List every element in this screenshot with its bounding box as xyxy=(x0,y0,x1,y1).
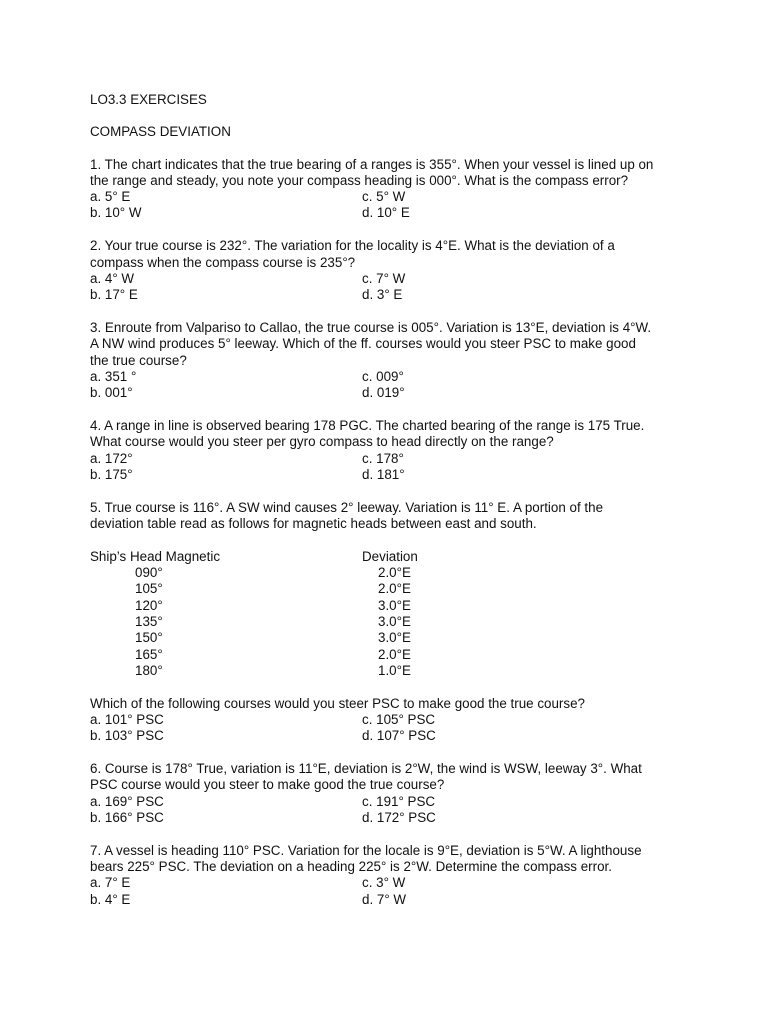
heading-cell: 180° xyxy=(135,662,163,678)
question-text-line: 2. Your true course is 232°. The variation for the locality is 4°E. What is the deviation of a xyxy=(90,238,615,254)
heading-cell: 150° xyxy=(135,630,163,646)
table-row xyxy=(90,647,690,663)
question-text-line: 3. Enroute from Valpariso to Callao, the true course is 005°. Variation is 13°E, deviation is 4°W. xyxy=(90,319,652,335)
question-6 xyxy=(90,761,690,826)
option-a: a. 169° PSC xyxy=(90,793,164,809)
table-row xyxy=(90,581,690,597)
question-text-line: the true course? xyxy=(90,352,187,368)
answer-options xyxy=(90,369,690,402)
deviation-cell: 2.0°E xyxy=(378,646,411,662)
question-2 xyxy=(90,238,690,303)
deviation-cell: 2.0°E xyxy=(378,581,411,597)
option-a: a. 5° E xyxy=(90,189,131,205)
option-c: c. 3° W xyxy=(362,875,406,891)
option-c: c. 191° PSC xyxy=(362,793,436,809)
question-text-line: deviation table read as follows for magnetic heads between east and south. xyxy=(90,515,537,531)
option-b: b. 17° E xyxy=(90,287,138,303)
option-d: d. 10° E xyxy=(362,205,410,221)
column-header-ships-head: Ship’s Head Magnetic xyxy=(90,548,221,564)
question-text-line: 6. Course is 178° True, variation is 11°E, deviation is 2°W, the wind is WSW, leeway 3°. What xyxy=(90,761,642,776)
column-header-deviation: Deviation xyxy=(362,548,418,564)
question-1 xyxy=(90,157,690,222)
question-text-line: A NW wind produces 5° leeway. Which of the ff. courses would you steer PSC to make good xyxy=(90,336,636,352)
option-b: b. 166° PSC xyxy=(90,809,164,825)
section-heading: COMPASS DEVIATION xyxy=(90,124,231,140)
table-row xyxy=(90,565,690,581)
table-row xyxy=(90,598,690,614)
option-c: c. 105° PSC xyxy=(362,711,436,727)
question-text-line: 7. A vessel is heading 110° PSC. Variation for the locale is 9°E, deviation is 5°W. A lighthouse xyxy=(90,842,642,858)
question-text-line: 5. True course is 116°. A SW wind causes 2° leeway. Variation is 11° E. A portion of the xyxy=(90,499,604,515)
option-a: a. 172° xyxy=(90,450,133,466)
option-d: d. 3° E xyxy=(362,287,403,303)
question-text-line: Which of the following courses would you steer PSC to make good the true course? xyxy=(90,695,585,711)
heading-cell: 135° xyxy=(135,613,163,629)
answer-options xyxy=(90,875,690,908)
deviation-cell: 3.0°E xyxy=(378,613,411,629)
question-text-line: bears 225° PSC. The deviation on a heading 225° is 2°W. Determine the compass error. xyxy=(90,858,612,874)
question-text-line: compass when the compass course is 235°? xyxy=(90,254,356,270)
heading-cell: 105° xyxy=(135,581,163,597)
option-a: a. 7° E xyxy=(90,875,131,891)
option-c: c. 5° W xyxy=(362,189,406,205)
answer-options xyxy=(90,451,690,484)
question-4 xyxy=(90,418,690,483)
deviation-cell: 3.0°E xyxy=(378,630,411,646)
heading-cell: 090° xyxy=(135,565,163,581)
question-text-line: PSC course would you steer to make good the true course? xyxy=(90,777,445,793)
option-b: b. 001° xyxy=(90,385,133,401)
question-text-line: What course would you steer per gyro compass to head directly on the range? xyxy=(90,434,554,450)
question-3 xyxy=(90,320,690,401)
heading-cell: 165° xyxy=(135,646,163,662)
heading-cell: 120° xyxy=(135,597,163,613)
document-page xyxy=(90,92,690,924)
option-a: a. 351 ° xyxy=(90,368,137,384)
answer-options xyxy=(90,794,690,827)
answer-options xyxy=(90,271,690,304)
option-a: a. 101° PSC xyxy=(90,711,164,727)
option-c: c. 178° xyxy=(362,450,404,466)
question-text-line: 1. The chart indicates that the true bearing of a ranges is 355°. When your vessel is lined up on xyxy=(90,156,654,172)
document-title: LO3.3 EXERCISES xyxy=(90,92,207,107)
question-text-line: 4. A range in line is observed bearing 178 PGC. The charted bearing of the range is 175 True. xyxy=(90,417,645,433)
option-d: d. 019° xyxy=(362,385,405,401)
option-a: a. 4° W xyxy=(90,270,135,286)
option-b: b. 10° W xyxy=(90,205,142,221)
question-7 xyxy=(90,843,690,908)
table-row xyxy=(90,630,690,646)
deviation-table-header xyxy=(90,549,690,565)
question-text-line: the range and steady, you note your compass heading is 000°. What is the compass error? xyxy=(90,172,629,188)
option-d: d. 7° W xyxy=(362,891,407,907)
deviation-cell: 3.0°E xyxy=(378,597,411,613)
option-c: c. 7° W xyxy=(362,270,406,286)
option-b: b. 103° PSC xyxy=(90,728,164,744)
table-row xyxy=(90,614,690,630)
answer-options xyxy=(90,189,690,222)
answer-options xyxy=(90,712,690,745)
option-b: b. 4° E xyxy=(90,891,131,907)
option-b: b. 175° xyxy=(90,466,133,482)
deviation-table xyxy=(90,549,690,679)
option-d: d. 107° PSC xyxy=(362,728,436,744)
table-row xyxy=(90,663,690,679)
option-d: d. 172° PSC xyxy=(362,809,436,825)
question-5 xyxy=(90,500,690,745)
deviation-cell: 2.0°E xyxy=(378,565,411,581)
option-c: c. 009° xyxy=(362,368,404,384)
deviation-cell: 1.0°E xyxy=(378,662,411,678)
question-5-intro xyxy=(90,500,690,533)
option-d: d. 181° xyxy=(362,466,405,482)
